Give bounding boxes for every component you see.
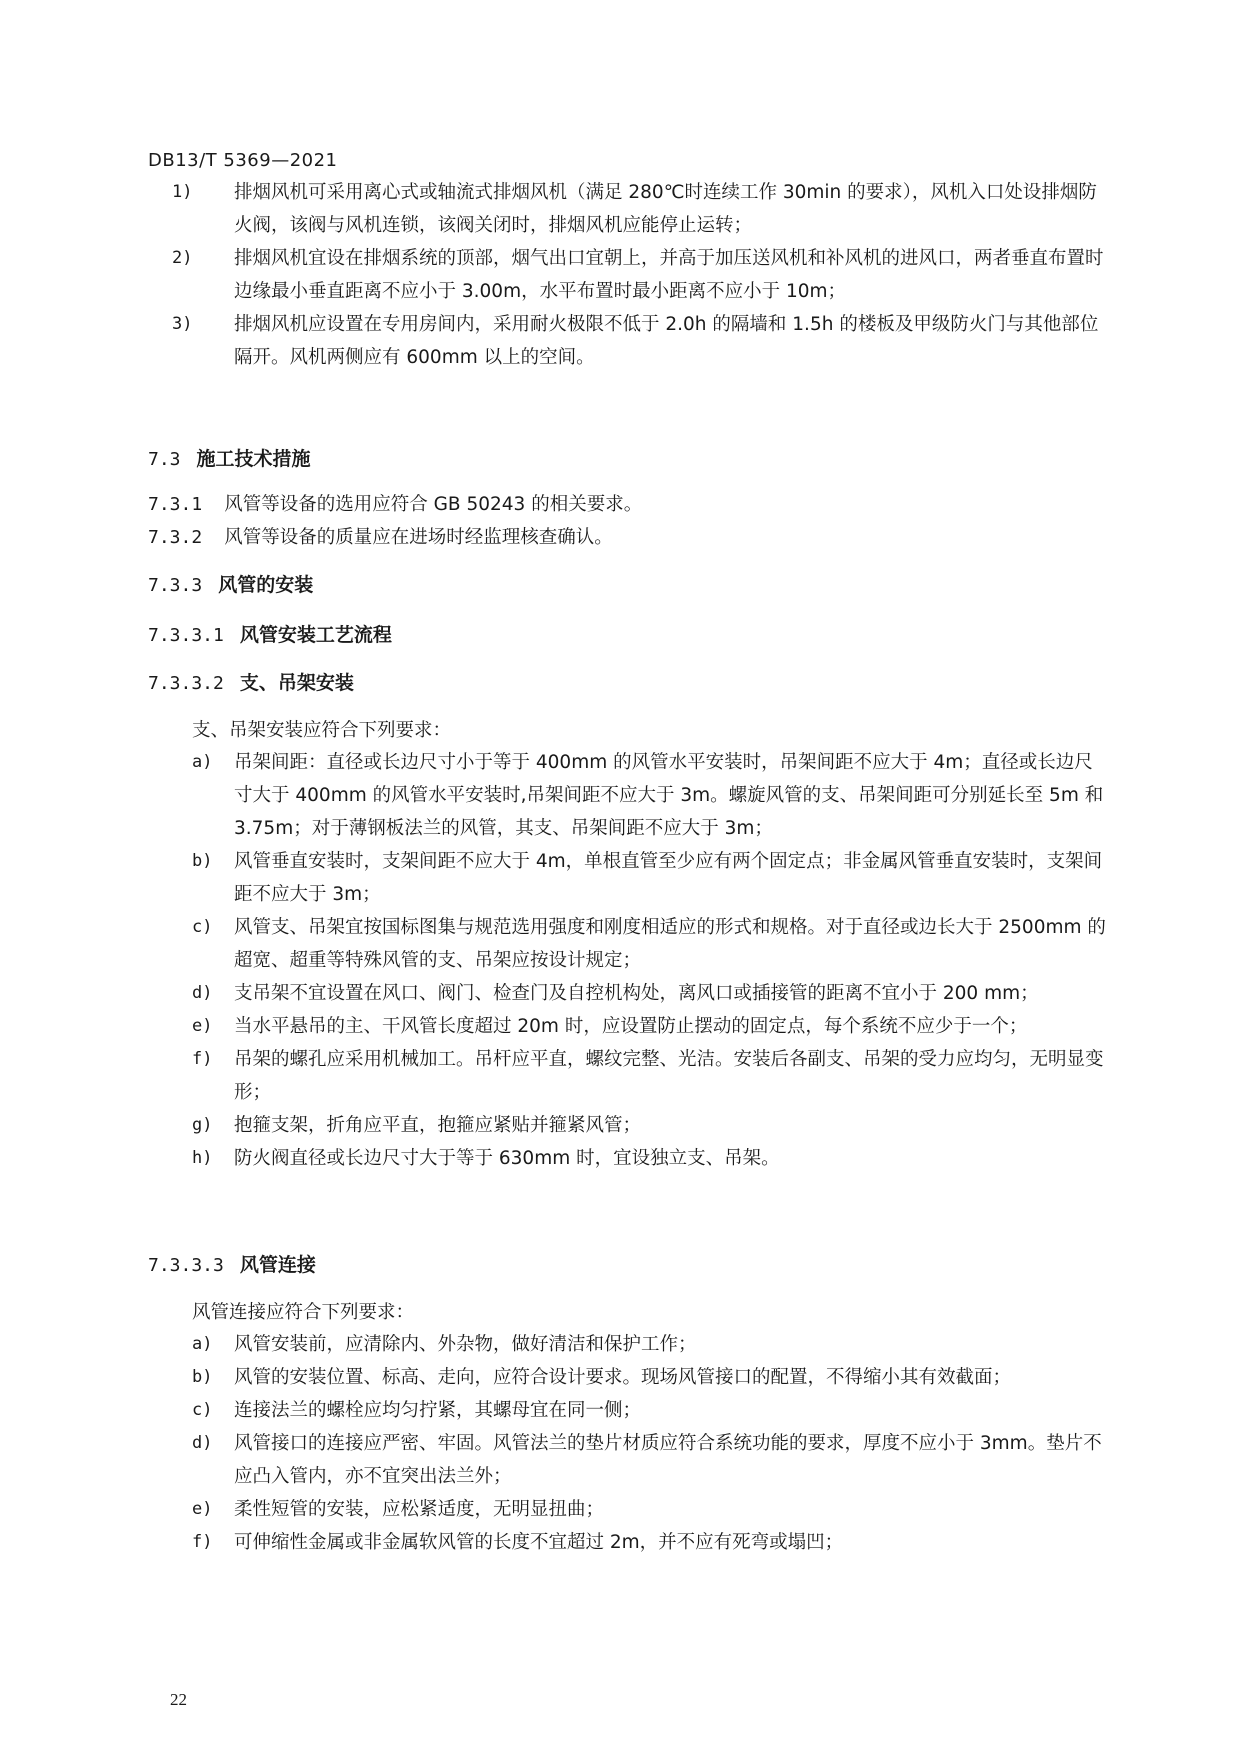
- clause-7-3-1: [148, 490, 642, 516]
- list-item-label: h): [192, 1148, 213, 1168]
- list-item-label: 2): [172, 248, 193, 268]
- clause-text: 风管等设备的选用应符合 GB 50243 的相关要求。: [224, 494, 643, 515]
- section-number: 7.3.3.2: [148, 673, 224, 694]
- list-item-label: f): [192, 1532, 213, 1552]
- clause-7-3-2: [148, 523, 613, 549]
- list-item-label: f): [192, 1049, 213, 1069]
- fan-requirements-list: [148, 176, 1108, 374]
- standard-code: DB13/T 5369—2021: [148, 150, 338, 171]
- list-item: [148, 1394, 1108, 1427]
- section-heading-7-3-3-1: [148, 620, 392, 647]
- list-item-text: 排烟风机可采用离心式或轴流式排烟风机（满足 280℃时连续工作 30min 的要求），风机入口处设排烟防火阀，该阀与风机连锁，该阀关闭时，排烟风机应能停止运转；: [234, 182, 1097, 236]
- page-number: 22: [170, 1690, 187, 1709]
- list-item-label: g): [192, 1115, 213, 1135]
- section-intro: 风管连接应符合下列要求：: [192, 1302, 415, 1323]
- list-item-text: 吊架间距：直径或长边尺寸小于等于 400mm 的风管水平安装时，吊架间距不应大于 4m；直径或长边尺寸大于 400mm 的风管水平安装时,吊架间距不应大于 3m。螺旋风管的支、吊架间距可分别延长至 5m 和 3.75m；对于薄钢板法兰的风管，其支、吊架间距不应大于 3m；: [234, 752, 1104, 839]
- list-item-text: 吊架的螺孔应采用机械加工。吊杆应平直，螺纹完整、光洁。安装后各副支、吊架的受力应均匀，无明显变形；: [234, 1049, 1104, 1103]
- list-item-label: a): [192, 752, 213, 772]
- list-item: [148, 977, 1108, 1010]
- list-item-text: 抱箍支架，折角应平直，抱箍应紧贴并箍紧风管；: [234, 1115, 642, 1136]
- section-intro: 支、吊架安装应符合下列要求：: [192, 720, 452, 741]
- list-item-label: c): [192, 1400, 213, 1420]
- section-number: 7.3.3: [148, 575, 203, 596]
- list-item: [148, 1109, 1108, 1142]
- section-heading-7-3-3-3: [148, 1250, 316, 1277]
- list-item-text: 风管的安装位置、标高、走向，应符合设计要求。现场风管接口的配置，不得缩小其有效截面；: [234, 1367, 1012, 1388]
- clause-number: 7.3.1: [148, 494, 203, 515]
- section-title: 支、吊架安装: [239, 672, 354, 694]
- list-item-text: 风管安装前，应清除内、外杂物，做好清洁和保护工作；: [234, 1334, 697, 1355]
- section-heading-7-3-3: [148, 570, 313, 597]
- list-item-text: 排烟风机宜设在排烟系统的顶部，烟气出口宜朝上，并高于加压送风机和补风机的进风口，两者垂直布置时边缘最小垂直距离不应小于 3.00m，水平布置时最小距离不应小于 10m；: [234, 248, 1104, 302]
- section-title: 风管的安装: [218, 574, 314, 596]
- section-title: 施工技术措施: [196, 448, 311, 470]
- list-item-text: 柔性短管的安装，应松紧适度，无明显扭曲；: [234, 1499, 605, 1520]
- list-item-text: 排烟风机应设置在专用房间内，采用耐火极限不低于 2.0h 的隔墙和 1.5h 的楼板及甲级防火门与其他部位隔开。风机两侧应有 600mm 以上的空间。: [234, 314, 1099, 368]
- list-item-text: 风管支、吊架宜按国标图集与规范选用强度和刚度相适应的形式和规格。对于直径或边长大于 2500mm 的超宽、超重等特殊风管的支、吊架应按设计规定；: [234, 917, 1106, 971]
- list-item: [148, 176, 1108, 242]
- list-item-label: d): [192, 983, 213, 1003]
- list-item: [148, 1361, 1108, 1394]
- list-item-text: 可伸缩性金属或非金属软风管的长度不宜超过 2m，并不应有死弯或塌凹；: [234, 1532, 844, 1553]
- list-item-label: b): [192, 851, 213, 871]
- list-item: [148, 242, 1108, 308]
- list-item: [148, 746, 1108, 845]
- list-item: [148, 845, 1108, 911]
- list-item: [148, 1493, 1108, 1526]
- connection-requirements-list: [148, 1328, 1108, 1559]
- list-item-label: e): [192, 1016, 213, 1036]
- list-item-label: 1): [172, 182, 193, 202]
- section-title: 风管安装工艺流程: [239, 624, 392, 646]
- list-item-label: d): [192, 1433, 213, 1453]
- list-item-text: 当水平悬吊的主、干风管长度超过 20m 时，应设置防止摆动的固定点，每个系统不应少于一个；: [234, 1016, 1028, 1037]
- list-item-text: 连接法兰的螺栓应均匀拧紧，其螺母宜在同一侧；: [234, 1400, 642, 1421]
- list-item: [148, 308, 1108, 374]
- list-item: [148, 1427, 1108, 1493]
- list-item-text: 防火阀直径或长边尺寸大于等于 630mm 时，宜设独立支、吊架。: [234, 1148, 780, 1169]
- list-item: [148, 1043, 1108, 1109]
- list-item: [148, 1142, 1108, 1175]
- list-item: [148, 1328, 1108, 1361]
- section-number: 7.3.3.3: [148, 1255, 224, 1276]
- list-item: [148, 1010, 1108, 1043]
- list-item-label: c): [192, 917, 213, 937]
- clause-text: 风管等设备的质量应在进场时经监理核查确认。: [224, 527, 613, 548]
- list-item-label: b): [192, 1367, 213, 1387]
- list-item-label: e): [192, 1499, 213, 1519]
- list-item-label: 3): [172, 314, 193, 334]
- section-title: 风管连接: [239, 1254, 316, 1276]
- section-number: 7.3.3.1: [148, 625, 224, 646]
- section-heading-7-3-3-2: [148, 668, 354, 695]
- section-heading-7-3: [148, 444, 311, 471]
- list-item-text: 支吊架不宜设置在风口、阀门、检查门及自控机构处，离风口或插接管的距离不宜小于 200 mm；: [234, 983, 1039, 1004]
- support-requirements-list: [148, 746, 1108, 1175]
- list-item: [148, 1526, 1108, 1559]
- list-item: [148, 911, 1108, 977]
- section-number: 7.3: [148, 449, 181, 470]
- list-item-text: 风管接口的连接应严密、牢固。风管法兰的垫片材质应符合系统功能的要求，厚度不应小于 3mm。垫片不应凸入管内，亦不宜突出法兰外；: [234, 1433, 1102, 1487]
- list-item-label: a): [192, 1334, 213, 1354]
- list-item-text: 风管垂直安装时，支架间距不应大于 4m，单根直管至少应有两个固定点；非金属风管垂直安装时，支架间距不应大于 3m；: [234, 851, 1103, 905]
- clause-number: 7.3.2: [148, 527, 203, 548]
